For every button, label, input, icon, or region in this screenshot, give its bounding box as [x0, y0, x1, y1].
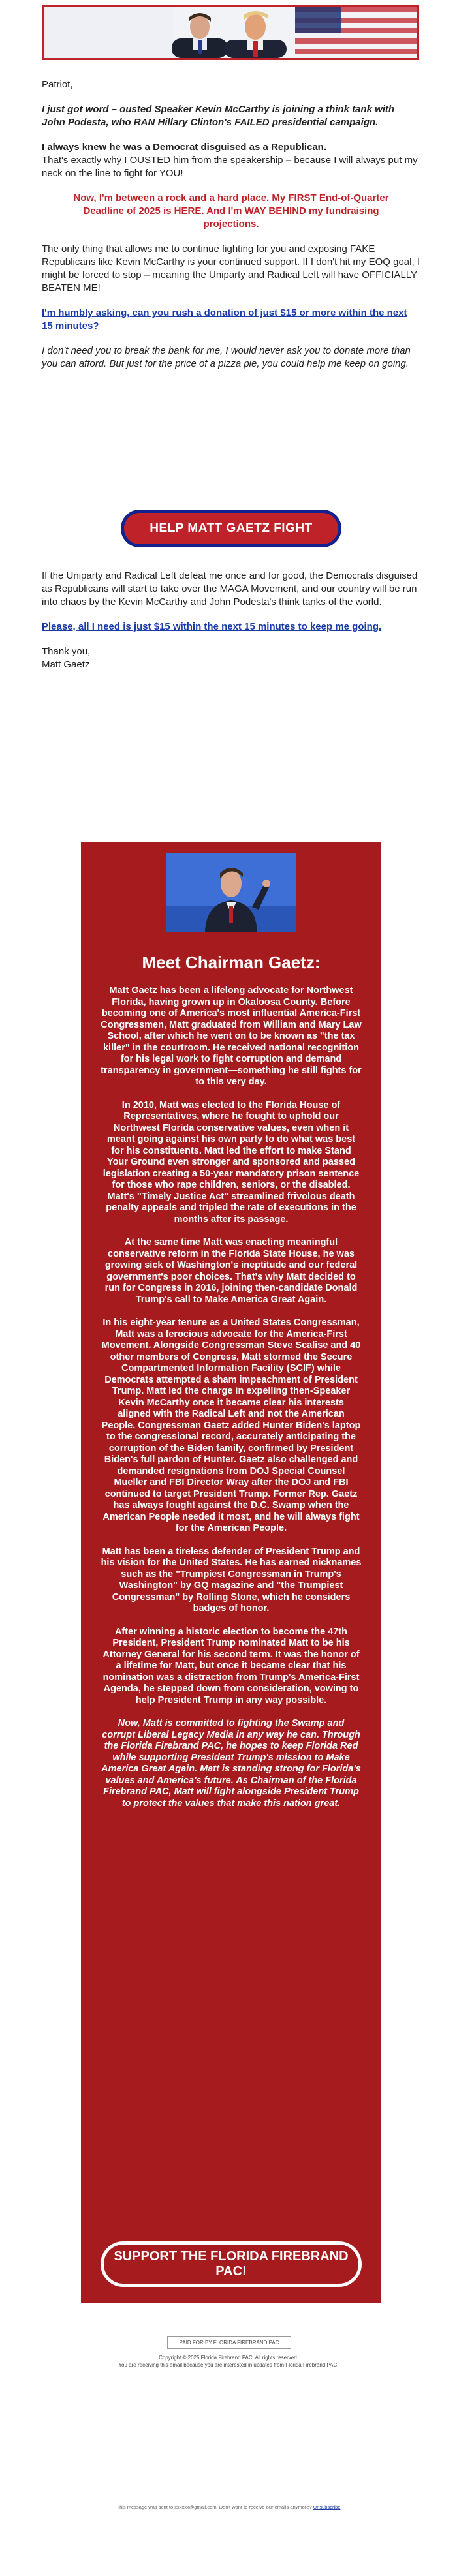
signature: Matt Gaetz [42, 659, 90, 670]
pizza-paragraph: I don't need you to break the bank for me, I would never ask you to donate more than you can afford. But just for the price of a pizza pie, you could help me keep on going. [42, 345, 411, 369]
bio-paragraph-1: Matt Gaetz has been a lifelong advocate for Northwest Florida, having grown up in Okaloosa County. Before becoming one of America's most influential America-First Congressmen, Matt graduated from William and Mary Law School, after which he went on to be known as "the tax killer" in the courtroom. He received national recognition for his legal work to fight corruption and demand transparency in government—something he still fights for to this very day. [101, 985, 362, 1087]
header-photo [44, 7, 417, 58]
bio-section [81, 842, 381, 2303]
unsubscribe-link[interactable]: Unsubscribe [313, 2504, 341, 2510]
support-firebrand-pac-button[interactable]: SUPPORT THE FLORIDA FIREBRAND PAC! [101, 2241, 362, 2287]
paid-for-by-box: PAID FOR BY FLORIDA FIREBRAND PAC [167, 2336, 291, 2349]
greeting: Patriot, [42, 79, 73, 90]
lead-paragraph: I just got word – ousted Speaker Kevin McCarthy is joining a think tank with John Podesta, who RAN Hillary Clinton's FAILED presidential campaign. [42, 104, 395, 128]
defeat-paragraph: If the Uniparty and Radical Left defeat me once and for good, the Democrats disguised as Republicans will start to take over the MAGA Movement, and our country will be run into chaos by the Kevin McCarthy and John Podesta's think tanks of the world. [42, 570, 418, 607]
unsubscribe-footer [0, 2504, 457, 2510]
knew-bold: I always knew he was a Democrat disguised as a Republican. [42, 142, 327, 153]
bio-title: Meet Chairman Gaetz: [142, 953, 321, 972]
sign-off: Thank you, [42, 646, 91, 657]
knew-paragraph [42, 141, 420, 180]
support-paragraph: The only thing that allows me to continue fighting for you and exposing FAKE Republicans like Kevin McCarthy is your continued support. If I don't hit my EOQ goal, I might be forced to stop – meaning the Uniparty and Radical Left will have OFFICIALLY BEATEN ME! [42, 243, 420, 294]
donate-ask-link[interactable]: I'm humbly asking, can you rush a donation of just $15 or more within the next 15 minutes? [42, 307, 407, 331]
bio-paragraph-5: Matt has been a tireless defender of President Trump and his vision for the United States. He has earned nicknames such as the "Trumpiest Congressman in Trump's Washington" by GQ magazine and "the Trumpiest Congressman" by Rolling Stone, which he considers badges of honor. [101, 1546, 362, 1614]
bio-paragraph-7: Now, Matt is committed to fighting the Swamp and corrupt Liberal Legacy Media in any way he can. Through the Florida Firebrand PAC, he hopes to keep Florida Red while supporting President Trump's mission to Make America Great Again. Matt is standing strong for Florida's values and America's future. As Chairman of the Florida Firebrand PAC, Matt will fight alongside President Trump to protect the values that make this nation great. [101, 1718, 361, 1809]
copyright: Copyright © 2025 Florida Firebrand PAC. All rights reserved. [159, 2355, 298, 2361]
please-donate-link[interactable]: Please, all I need is just $15 within the next 15 minutes to keep me going. [42, 621, 382, 632]
bio-text [101, 985, 362, 1821]
deadline-notice: Now, I'm between a rock and a hard place. My FIRST End-of-Quarter Deadline of 2025 is HERE. And I'm WAY BEHIND my fundraising projections. [73, 192, 389, 230]
chairman-photo [166, 853, 296, 932]
legal-text [0, 2354, 457, 2369]
bio-paragraph-4: In his eight-year tenure as a United States Congressman, Matt was a ferocious advocate for the America-First Movement. Alongside Congressman Steve Scalise and 40 other members of Congress, Matt stormed the Secure Compartmented Information Facility (SCIF) while Democrats attempted a sham impeachment of President Trump. Matt led the charge in expelling then-Speaker Kevin McCarthy once it became clear his interests aligned with the Radical Left and not the American People. Congressman Gaetz added Hunter Biden's laptop to the congressional record, accurately anticipating the corruption of the Biden family, confirmed by President Biden's full pardon of Hunter. Gaetz also challenged and demanded resignations from DOJ Special Counsel Mueller and FBI Director Wray after the DOJ and FBI continued to target President Trump. Former Rep. Gaetz has always fought against the D.C. Swamp when the American People needed it most, and he will always fight for the American People. [101, 1317, 361, 1533]
email-body-continued [42, 570, 420, 683]
help-matt-gaetz-fight-button[interactable]: HELP MATT GAETZ FIGHT [121, 510, 341, 547]
email-body [42, 78, 420, 382]
header-banner [42, 5, 419, 60]
subscription-reason: You are receiving this email because you are interested in updates from Florida Firebrand PAC. [118, 2362, 339, 2368]
bio-paragraph-2: In 2010, Matt was elected to the Florida House of Representatives, where he fought to uphold our Northwest Florida conservative values, even when it meant going against his own party to do what was best for his constituents. Matt led the effort to make Stand Your Ground even stronger and sponsored and passed legislation creating a 50-year mandatory prison sentence for those who rape children, seniors, or the disabled. Matt's "Timely Justice Act" streamlined frivolous death penalty appeals and tripled the rate of executions in the months after its passage. [102, 1099, 360, 1225]
bio-paragraph-6: After winning a historic election to become the 47th President, President Trump nominated Matt to be his Attorney General for his second term. It was the honor of a lifetime for Matt, but once it became clear that his nomination was a distraction from Trump's America-First Agenda, he stepped down from consideration, vowing to help President Trump in any way possible. [102, 1626, 360, 1706]
bio-paragraph-3: At the same time Matt was enacting meaningful conservative reform in the Florida State House, he was growing sick of Washington's ineptitude and our federal government's poor choices. That's why Matt decided to run for Congress in 2016, joining then-candidate Donald Trump's call to Make America Great Again. [104, 1237, 358, 1305]
knew-rest: That's exactly why I OUSTED him from the speakership – because I will always put my neck on the line to fight for YOU! [42, 155, 418, 179]
sent-to-text: This message was sent to xxxxxx@gmail.com. Don't want to receive our emails anymore? [116, 2504, 312, 2510]
